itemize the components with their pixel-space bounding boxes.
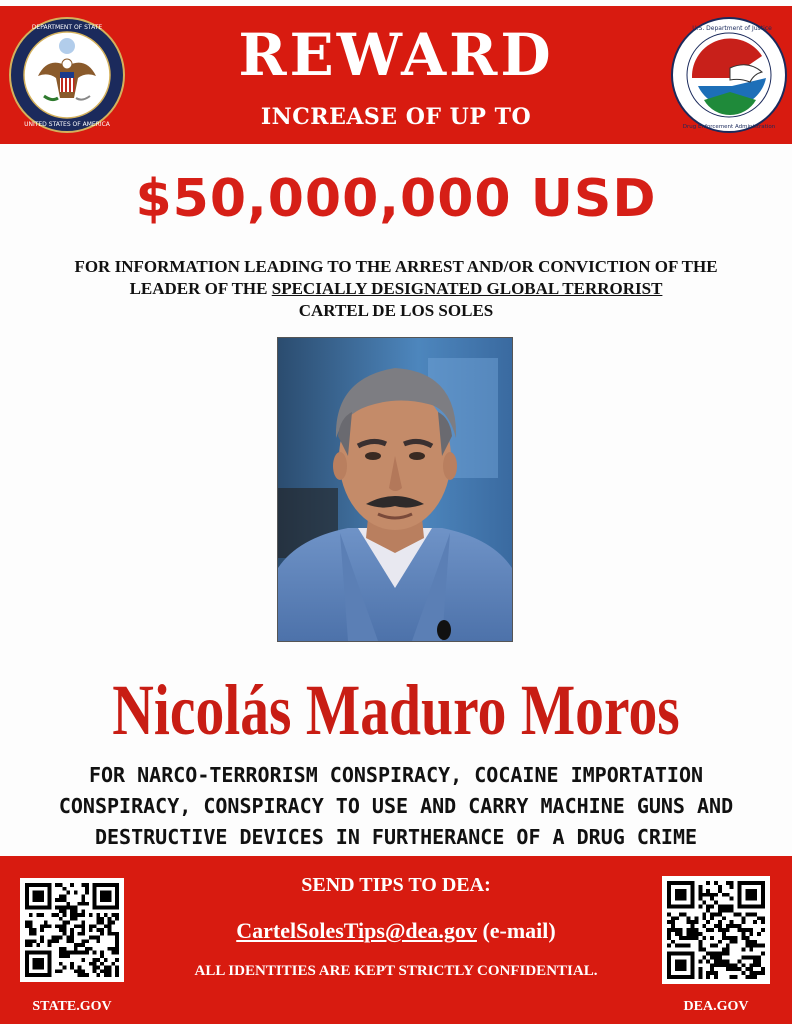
reward-amount: $50,000,000 USD <box>135 169 657 229</box>
info-line-3: CARTEL DE LOS SOLES <box>298 301 494 320</box>
state-department-seal-icon <box>8 16 126 134</box>
tips-title: SEND TIPS TO DEA: <box>301 874 491 896</box>
reward-title: REWARD <box>238 21 554 89</box>
tips-email-suffix: (e-mail) <box>476 918 556 943</box>
tips-email-link[interactable]: CartelSolesTips@dea.gov <box>236 918 477 943</box>
info-line-1: FOR INFORMATION LEADING TO THE ARREST AND/OR CONVICTION OF THE <box>74 257 718 276</box>
footer-banner <box>0 856 792 1024</box>
suspect-name: Nicolás Maduro Moros <box>112 670 680 750</box>
dea-gov-label: DEA.GOV <box>683 999 749 1014</box>
tips-email-line <box>150 916 642 946</box>
svg-text:UNITED STATES OF AMERICA: UNITED STATES OF AMERICA <box>24 121 110 128</box>
svg-text:DEPARTMENT OF STATE: DEPARTMENT OF STATE <box>31 24 103 31</box>
charges-line-1: FOR NARCO-TERRORISM CONSPIRACY, COCAINE IMPORTATION <box>88 763 704 787</box>
svg-text:Drug Enforcement Administratio: Drug Enforcement Administration <box>682 124 776 130</box>
charges <box>20 760 772 853</box>
charges-line-2: CONSPIRACY, CONSPIRACY TO USE AND CARRY MACHINE GUNS AND <box>58 794 734 818</box>
qr-code-icon[interactable] <box>20 878 124 982</box>
dea-seal-icon <box>670 16 788 134</box>
svg-text:U.S. Department of Justice: U.S. Department of Justice <box>692 25 772 32</box>
confidential-note: ALL IDENTITIES ARE KEPT STRICTLY CONFIDENTIAL. <box>194 963 598 979</box>
qr-code-icon[interactable] <box>662 876 770 984</box>
charges-line-3: DESTRUCTIVE DEVICES IN FURTHERANCE OF A DRUG CRIME <box>94 825 698 849</box>
info-line-2-underlined: SPECIALLY DESIGNATED GLOBAL TERRORIST <box>271 279 663 298</box>
info-line-2-prefix: LEADER OF THE <box>129 279 272 298</box>
reward-info <box>10 256 782 322</box>
suspect-photo <box>277 337 513 642</box>
header-banner <box>0 6 792 144</box>
reward-subtitle: INCREASE OF UP TO <box>260 104 532 130</box>
info-line-2 <box>10 278 782 300</box>
state-gov-label: STATE.GOV <box>32 999 112 1014</box>
